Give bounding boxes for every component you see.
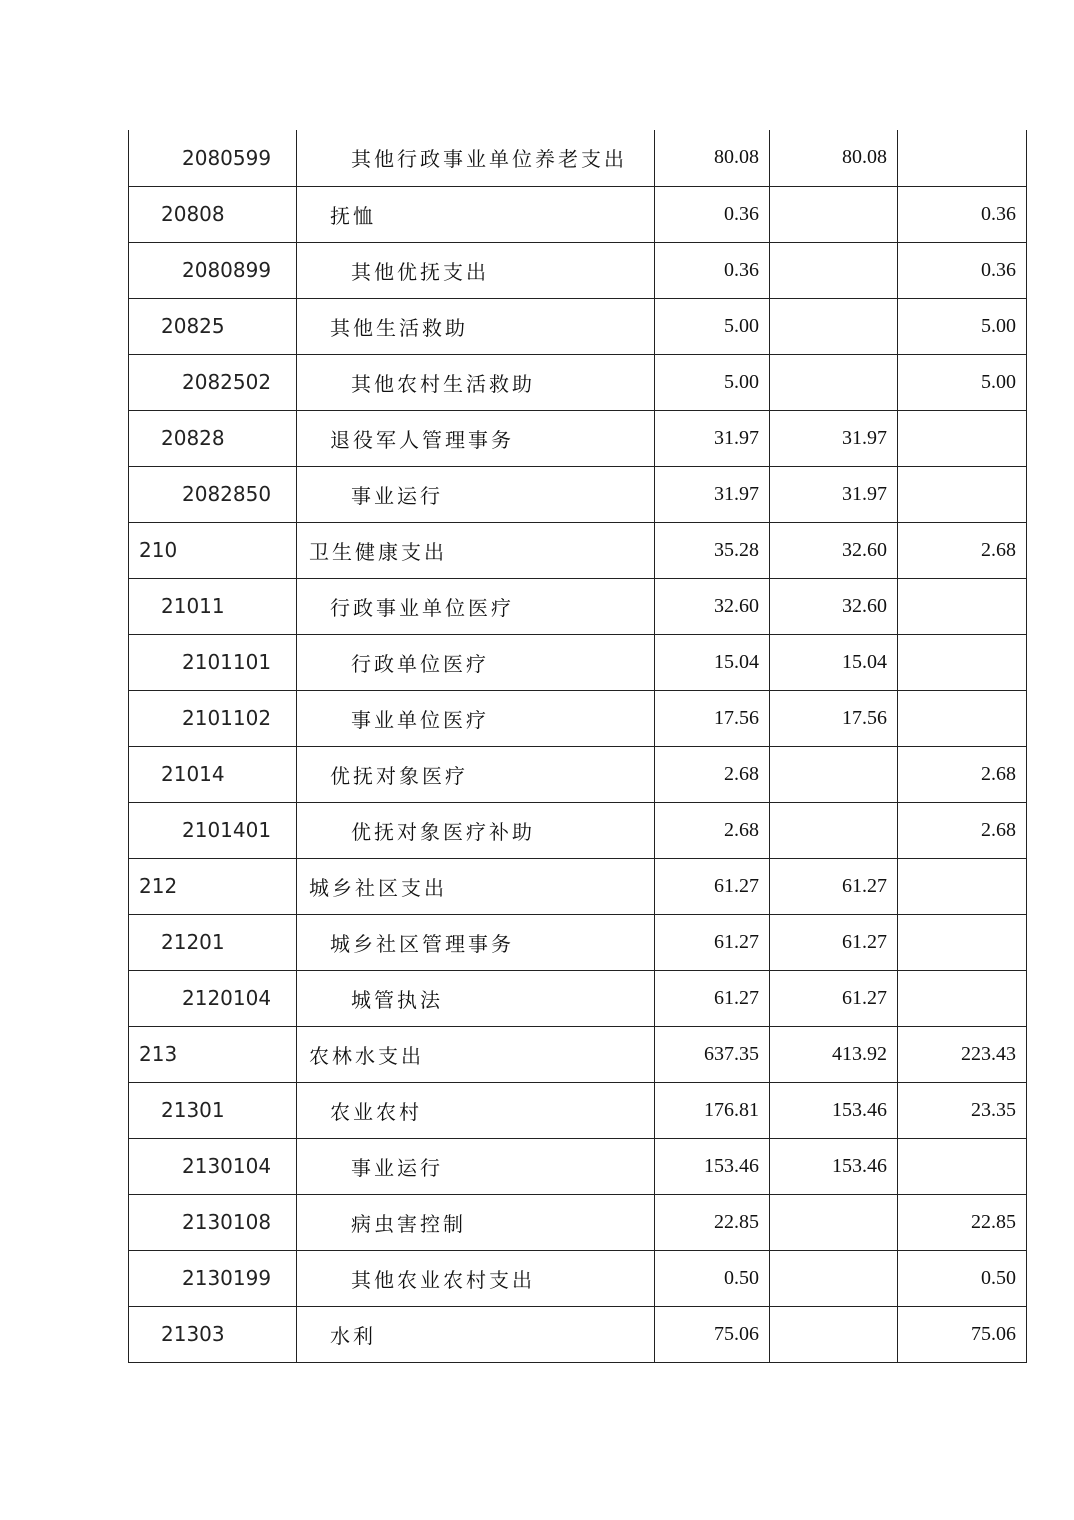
table-row [129, 578, 1027, 634]
total-amount-cell: 637.35 [655, 1026, 770, 1082]
project-expenditure-cell: 5.00 [898, 354, 1027, 410]
subject-code-cell: 210 [129, 522, 297, 578]
project-expenditure-cell [898, 690, 1027, 746]
subject-name-cell: 其他优抚支出 [297, 242, 655, 298]
subject-name-cell: 行政事业单位医疗 [297, 578, 655, 634]
subject-code-cell: 2120104 [129, 970, 297, 1026]
table-row [129, 1026, 1027, 1082]
subject-code-cell: 2080599 [129, 130, 297, 186]
total-amount-cell: 5.00 [655, 298, 770, 354]
project-expenditure-cell: 5.00 [898, 298, 1027, 354]
subject-name-cell: 卫生健康支出 [297, 522, 655, 578]
total-amount-cell: 32.60 [655, 578, 770, 634]
project-expenditure-cell: 0.36 [898, 242, 1027, 298]
subject-code-cell: 2082502 [129, 354, 297, 410]
subject-name-cell: 城乡社区支出 [297, 858, 655, 914]
total-amount-cell: 176.81 [655, 1082, 770, 1138]
total-amount-cell: 22.85 [655, 1194, 770, 1250]
project-expenditure-cell [898, 970, 1027, 1026]
basic-expenditure-cell [770, 354, 898, 410]
subject-name-cell: 水利 [297, 1306, 655, 1362]
table-row [129, 1194, 1027, 1250]
subject-code-cell: 20825 [129, 298, 297, 354]
project-expenditure-cell [898, 130, 1027, 186]
total-amount-cell: 2.68 [655, 746, 770, 802]
basic-expenditure-cell [770, 242, 898, 298]
basic-expenditure-cell: 153.46 [770, 1138, 898, 1194]
basic-expenditure-cell: 17.56 [770, 690, 898, 746]
subject-code-cell: 20808 [129, 186, 297, 242]
total-amount-cell: 61.27 [655, 858, 770, 914]
subject-code-cell: 2130108 [129, 1194, 297, 1250]
table-row [129, 858, 1027, 914]
subject-code-cell: 2130104 [129, 1138, 297, 1194]
basic-expenditure-cell: 31.97 [770, 466, 898, 522]
project-expenditure-cell: 23.35 [898, 1082, 1027, 1138]
subject-name-cell: 其他生活救助 [297, 298, 655, 354]
subject-code-cell: 2101101 [129, 634, 297, 690]
subject-code-cell: 21303 [129, 1306, 297, 1362]
basic-expenditure-cell: 80.08 [770, 130, 898, 186]
project-expenditure-cell [898, 1138, 1027, 1194]
table-row [129, 186, 1027, 242]
expenditure-table [128, 130, 1027, 1363]
subject-name-cell: 退役军人管理事务 [297, 410, 655, 466]
subject-name-cell: 优抚对象医疗 [297, 746, 655, 802]
total-amount-cell: 0.50 [655, 1250, 770, 1306]
total-amount-cell: 80.08 [655, 130, 770, 186]
table-row [129, 522, 1027, 578]
subject-code-cell: 2130199 [129, 1250, 297, 1306]
total-amount-cell: 15.04 [655, 634, 770, 690]
subject-name-cell: 城乡社区管理事务 [297, 914, 655, 970]
table-row [129, 1138, 1027, 1194]
basic-expenditure-cell: 61.27 [770, 914, 898, 970]
table-row [129, 970, 1027, 1026]
basic-expenditure-cell: 32.60 [770, 578, 898, 634]
subject-code-cell: 20828 [129, 410, 297, 466]
table-row [129, 298, 1027, 354]
basic-expenditure-cell: 15.04 [770, 634, 898, 690]
project-expenditure-cell: 2.68 [898, 522, 1027, 578]
project-expenditure-cell [898, 410, 1027, 466]
project-expenditure-cell [898, 634, 1027, 690]
total-amount-cell: 31.97 [655, 410, 770, 466]
subject-name-cell: 其他农业农村支出 [297, 1250, 655, 1306]
table-row [129, 242, 1027, 298]
subject-name-cell: 行政单位医疗 [297, 634, 655, 690]
subject-code-cell: 2101401 [129, 802, 297, 858]
subject-code-cell: 2080899 [129, 242, 297, 298]
subject-code-cell: 212 [129, 858, 297, 914]
project-expenditure-cell [898, 578, 1027, 634]
total-amount-cell: 0.36 [655, 186, 770, 242]
total-amount-cell: 0.36 [655, 242, 770, 298]
project-expenditure-cell [898, 914, 1027, 970]
table-row [129, 1082, 1027, 1138]
subject-code-cell: 21201 [129, 914, 297, 970]
project-expenditure-cell [898, 858, 1027, 914]
subject-name-cell: 事业运行 [297, 1138, 655, 1194]
total-amount-cell: 31.97 [655, 466, 770, 522]
basic-expenditure-cell [770, 298, 898, 354]
total-amount-cell: 5.00 [655, 354, 770, 410]
total-amount-cell: 61.27 [655, 914, 770, 970]
total-amount-cell: 61.27 [655, 970, 770, 1026]
basic-expenditure-cell [770, 1306, 898, 1362]
project-expenditure-cell [898, 466, 1027, 522]
project-expenditure-cell: 223.43 [898, 1026, 1027, 1082]
basic-expenditure-cell: 61.27 [770, 970, 898, 1026]
total-amount-cell: 35.28 [655, 522, 770, 578]
project-expenditure-cell: 0.36 [898, 186, 1027, 242]
project-expenditure-cell: 0.50 [898, 1250, 1027, 1306]
subject-name-cell: 优抚对象医疗补助 [297, 802, 655, 858]
subject-code-cell: 213 [129, 1026, 297, 1082]
total-amount-cell: 2.68 [655, 802, 770, 858]
subject-name-cell: 事业单位医疗 [297, 690, 655, 746]
project-expenditure-cell: 2.68 [898, 746, 1027, 802]
total-amount-cell: 75.06 [655, 1306, 770, 1362]
basic-expenditure-cell: 32.60 [770, 522, 898, 578]
basic-expenditure-cell: 61.27 [770, 858, 898, 914]
basic-expenditure-cell [770, 186, 898, 242]
subject-code-cell: 21014 [129, 746, 297, 802]
subject-code-cell: 2101102 [129, 690, 297, 746]
subject-name-cell: 城管执法 [297, 970, 655, 1026]
subject-name-cell: 事业运行 [297, 466, 655, 522]
subject-name-cell: 抚恤 [297, 186, 655, 242]
table-row [129, 1306, 1027, 1362]
table-row [129, 802, 1027, 858]
subject-code-cell: 21011 [129, 578, 297, 634]
subject-name-cell: 其他农村生活救助 [297, 354, 655, 410]
basic-expenditure-cell: 153.46 [770, 1082, 898, 1138]
table-row [129, 410, 1027, 466]
total-amount-cell: 17.56 [655, 690, 770, 746]
project-expenditure-cell: 75.06 [898, 1306, 1027, 1362]
total-amount-cell: 153.46 [655, 1138, 770, 1194]
table-row [129, 746, 1027, 802]
subject-code-cell: 2082850 [129, 466, 297, 522]
subject-name-cell: 农业农村 [297, 1082, 655, 1138]
basic-expenditure-cell: 31.97 [770, 410, 898, 466]
subject-name-cell: 病虫害控制 [297, 1194, 655, 1250]
subject-code-cell: 21301 [129, 1082, 297, 1138]
subject-name-cell: 农林水支出 [297, 1026, 655, 1082]
subject-name-cell: 其他行政事业单位养老支出 [297, 130, 655, 186]
project-expenditure-cell: 2.68 [898, 802, 1027, 858]
basic-expenditure-cell [770, 746, 898, 802]
table-row [129, 690, 1027, 746]
table-row [129, 1250, 1027, 1306]
basic-expenditure-cell [770, 1250, 898, 1306]
table-body [129, 130, 1027, 1362]
table-row [129, 634, 1027, 690]
table-row [129, 130, 1027, 186]
table-row [129, 354, 1027, 410]
basic-expenditure-cell [770, 802, 898, 858]
basic-expenditure-cell [770, 1194, 898, 1250]
basic-expenditure-cell: 413.92 [770, 1026, 898, 1082]
table-row [129, 914, 1027, 970]
table-row [129, 466, 1027, 522]
project-expenditure-cell: 22.85 [898, 1194, 1027, 1250]
